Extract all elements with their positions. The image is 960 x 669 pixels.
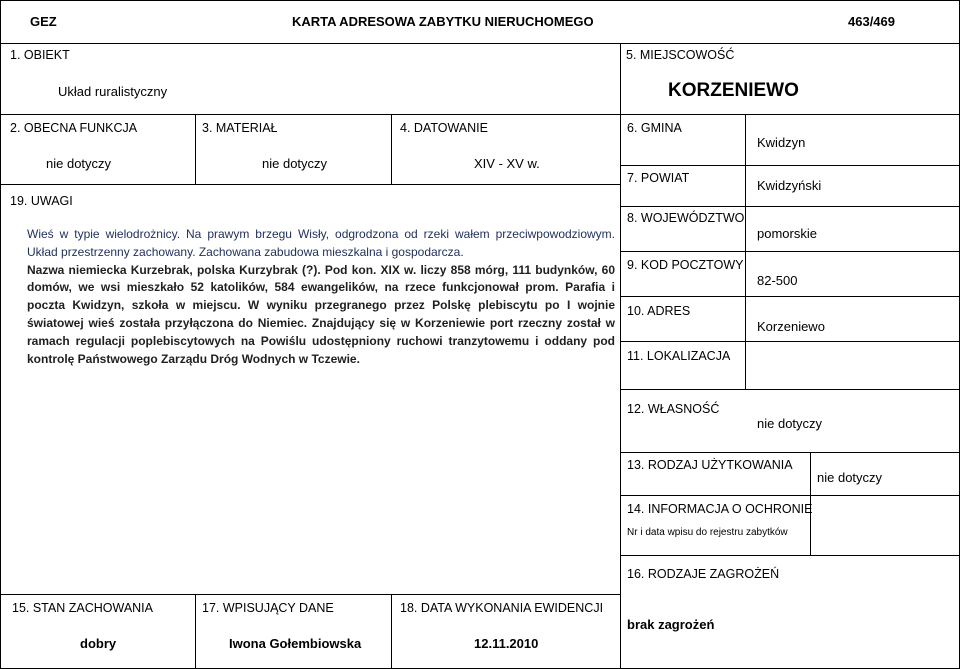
wlasnosc-label: 12. WŁASNOŚĆ <box>627 402 720 416</box>
funkcja-label: 2. OBECNA FUNKCJA <box>10 121 138 135</box>
material-value: nie dotyczy <box>262 156 328 171</box>
uzytkowanie-value: nie dotyczy <box>817 470 883 485</box>
ochrona-value: Nr i data wpisu do rejestru zabytków <box>627 527 788 538</box>
wojewodztwo-label: 8. WOJEWÓDZTWO <box>627 211 745 225</box>
page-title: KARTA ADRESOWA ZABYTKU NIERUCHOMEGO <box>292 14 594 29</box>
powiat-label: 7. POWIAT <box>627 171 690 185</box>
material-datowanie-divider <box>391 114 392 184</box>
main-right-divider <box>620 43 621 669</box>
adres-label: 10. ADRES <box>627 304 691 318</box>
funkcja-value: nie dotyczy <box>46 156 112 171</box>
gmina-powiat-divider <box>620 165 960 166</box>
miejscowosc-value: KORZENIEWO <box>668 80 799 101</box>
stan-label: 15. STAN ZACHOWANIA <box>12 601 153 615</box>
zagrozenia-value: brak zagrożeń <box>627 617 715 632</box>
kod-adres-divider <box>620 296 960 297</box>
kod-pocztowy-label: 9. KOD POCZTOWY <box>627 258 744 272</box>
kod-pocztowy-value: 82-500 <box>757 273 798 288</box>
ochrona-label: 14. INFORMACJA O OCHRONIE <box>627 502 813 516</box>
adres-value: Korzeniewo <box>757 319 825 334</box>
adres-lok-divider <box>620 341 960 342</box>
lok-wlasnosc-divider <box>620 389 960 390</box>
material-label: 3. MATERIAŁ <box>202 121 278 135</box>
ochrona-zagr-divider <box>620 555 960 556</box>
wlasnosc-value: nie dotyczy <box>757 416 823 431</box>
miejscowosc-label: 5. MIEJSCOWOŚĆ <box>626 48 735 62</box>
bottom-row-divider <box>0 594 620 595</box>
stan-value: dobry <box>80 636 117 651</box>
zagrozenia-label: 16. RODZAJE ZAGROŻEŃ <box>627 567 780 581</box>
woj-kod-divider <box>620 251 960 252</box>
stan-wpis-divider <box>195 594 196 669</box>
wojewodztwo-value: pomorskie <box>757 226 817 241</box>
powiat-woj-divider <box>620 206 960 207</box>
obiekt-value: Układ ruralistyczny <box>58 84 168 99</box>
powiat-value: Kwidzyński <box>757 178 822 193</box>
wpis-data-divider <box>391 594 392 669</box>
uwagi-paragraph-1: Wieś w typie wielodrożnicy. Na prawym brzegu Wisły, odgrodzona od rzeki wałem przeciwpowodziowym. Układ przestrzenny zachowany. Zachowana zabudowa mieszkalna i gospodarcza. <box>27 227 615 259</box>
uzytkowanie-label: 13. RODZAJ UŻYTKOWANIA <box>627 458 793 472</box>
card-number: 463/469 <box>848 14 895 29</box>
row-obiekt-divider <box>0 114 960 115</box>
wpisujacy-value: Iwona Gołembiowska <box>229 636 362 651</box>
uwagi-text <box>27 226 615 368</box>
gmina-value: Kwidzyn <box>757 135 806 150</box>
datowanie-label: 4. DATOWANIE <box>400 121 488 135</box>
datowanie-value: XIV - XV w. <box>474 156 540 171</box>
funkcja-material-divider <box>195 114 196 184</box>
uzyt-ochrona-divider <box>620 495 960 496</box>
gmina-label: 6. GMINA <box>627 121 682 135</box>
data-wykonania-value: 12.11.2010 <box>474 636 539 651</box>
header-divider <box>0 43 960 44</box>
data-wykonania-label: 18. DATA WYKONANIA EWIDENCJI <box>400 601 604 615</box>
border-top <box>0 0 960 1</box>
border-left <box>0 0 1 669</box>
right-label-value-divider <box>745 114 746 389</box>
fields-uwagi-divider <box>0 184 620 185</box>
uwagi-paragraph-2: Nazwa niemiecka Kurzebrak, polska Kurzybrak (?). Pod kon. XIX w. liczy 858 mórg, 111 budynków, 60 domów, we wsi mieszkało 52 katolików, 584 ewangelików, na rzece funkcjonował prom. Parafia i poczta Kwidzyn, szkoła w miejscu. W wyniku przegranego przez Polskę plebiscytu po I wojnie światowej wieś została przyłączona do Niemiec. Znajdujący się w Korzeniewie port rzeczny został w ramach regulacji poplebiscytowych na Powiślu udostępniony ruchowi tranzytowemu i oddany pod kontrolę Państwowego Zarządu Dróg Wodnych w Tczewie. <box>27 262 615 366</box>
wlasnosc-uzyt-divider <box>620 452 960 453</box>
header-code: GEZ <box>30 14 57 29</box>
obiekt-label: 1. OBIEKT <box>10 48 70 62</box>
wpisujacy-label: 17. WPISUJĄCY DANE <box>202 601 334 615</box>
lokalizacja-label: 11. LOKALIZACJA <box>627 349 731 363</box>
uzyt-value-divider <box>810 452 811 495</box>
uwagi-label: 19. UWAGI <box>10 194 73 208</box>
